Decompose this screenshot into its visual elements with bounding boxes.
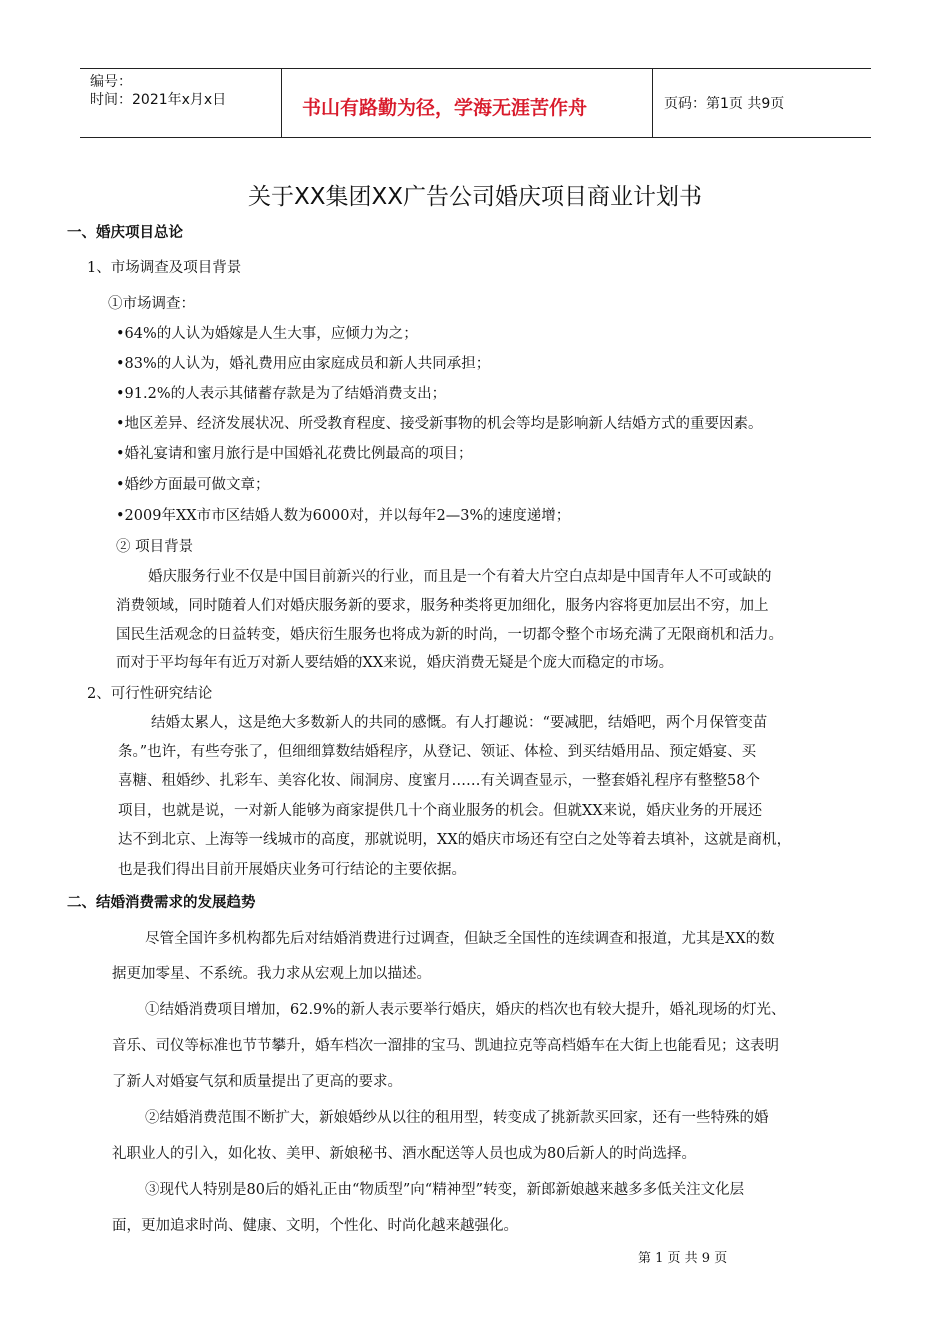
page-info: 页码：第1页 共9页 xyxy=(664,96,785,112)
survey-bullet: •地区差异、经济发展状况、所受教育程度、接受新事物的机会等均是影响新人结婚方式的重要因素。 xyxy=(116,416,763,432)
background-line: 婚庆服务行业不仅是中国目前新兴的行业，而且是一个有着大片空白点却是中国青年人不可或缺的 xyxy=(148,569,772,585)
trend-line: 面，更加追求时尚、健康、文明，个性化、时尚化越来越强化。 xyxy=(112,1218,518,1234)
trend-line: 据更加零星、不系统。我力求从宏观上加以描述。 xyxy=(112,966,431,982)
feasibility-line: 条。”也许，有些夸张了，但细细算数结婚程序，从登记、领证、体检、到买结婚用品、预定婚宴、买 xyxy=(118,744,757,760)
trend-line: 尽管全国许多机构都先后对结婚消费进行过调查，但缺乏全国性的连续调查和报道，尤其是XX的数 xyxy=(145,931,775,947)
survey-bullet: •64%的人认为婚嫁是人生大事，应倾力为之； xyxy=(116,326,418,342)
document-header xyxy=(80,68,871,138)
survey-bullet: •83%的人认为，婚礼费用应由家庭成员和新人共同承担； xyxy=(116,356,491,372)
header-motto-cell xyxy=(281,69,653,137)
feasibility-line: 结婚太累人，这是绝大多数新人的共同的感慨。有人打趣说：“要减肥，结婚吧，两个月保管变苗 xyxy=(151,715,768,731)
feasibility-line: 也是我们得出目前开展婚庆业务可行结论的主要依据。 xyxy=(118,862,466,878)
background-line: 国民生活观念的日益转变，婚庆衍生服务也将成为新的时尚，一切都令整个市场充满了无限商机和活力。 xyxy=(116,627,783,643)
background-label: ② 项目背景 xyxy=(116,539,194,555)
survey-bullet: •婚礼宴请和蜜月旅行是中国婚礼花费比例最高的项目； xyxy=(116,446,473,462)
survey-bullet: •2009年XX市市区结婚人数为6000对，并以每年2—3%的速度递增； xyxy=(116,508,571,524)
background-line: 消费领域，同时随着人们对婚庆服务新的要求，服务种类将更加细化，服务内容将更加层出不穷，加上 xyxy=(116,598,769,614)
section1-heading: 一、婚庆项目总论 xyxy=(67,225,183,241)
document-title: 关于XX集团XX广告公司婚庆项目商业计划书 xyxy=(247,184,703,210)
trend-line: 音乐、司仪等标准也节节攀升，婚车档次一溜排的宝马、凯迪拉克等高档婚车在大街上也能看见；这表明 xyxy=(112,1038,779,1054)
feasibility-line: 达不到北京、上海等一线城市的高度，那就说明，XX的婚庆市场还有空白之处等着去填补，这就是商机， xyxy=(118,832,792,848)
trend-line: ③现代人特别是80后的婚礼正由“物质型”向“精神型”转变，新郎新娘越来越多多低关注文化层 xyxy=(145,1182,745,1198)
subsection-feasibility-heading: 2、可行性研究结论 xyxy=(87,686,213,702)
survey-bullet: •91.2%的人表示其储蓄存款是为了结婚消费支出； xyxy=(116,386,447,402)
number-label: 编号： xyxy=(90,74,132,90)
motto-text: 书山有路勤为径，学海无涯苦作舟 xyxy=(302,97,588,119)
trend-line: 礼职业人的引入，如化妆、美甲、新娘秘书、酒水配送等人员也成为80后新人的时尚选择。 xyxy=(112,1146,696,1162)
header-meta-cell xyxy=(80,69,280,137)
date-label: 时间：2021年x月x日 xyxy=(90,92,227,108)
background-line: 而对于平均每年有近万对新人要结婚的XX来说，婚庆消费无疑是个庞大而稳定的市场。 xyxy=(116,655,674,671)
feasibility-line: 项目，也就是说，一对新人能够为商家提供几十个商业服务的机会。但就XX来说，婚庆业务的开展还 xyxy=(118,803,763,819)
section2-heading: 二、结婚消费需求的发展趋势 xyxy=(67,895,256,911)
trend-line: ①结婚消费项目增加，62.9%的新人表示要举行婚庆，婚庆的档次也有较大提升，婚礼现场的灯光、 xyxy=(145,1002,786,1018)
survey-bullet: •婚纱方面最可做文章； xyxy=(116,477,270,493)
trend-line: 了新人对婚宴气氛和质量提出了更高的要求。 xyxy=(112,1074,402,1090)
feasibility-line: 喜糖、租婚纱、扎彩车、美容化妆、闹洞房、度蜜月……有关调查显示，一整套婚礼程序有整整58个 xyxy=(118,773,760,789)
survey-label: ①市场调查： xyxy=(108,296,195,312)
subsection-market-heading: 1、市场调查及项目背景 xyxy=(87,260,242,276)
trend-line: ②结婚消费范围不断扩大，新娘婚纱从以往的租用型，转变成了挑新款买回家，还有一些特殊的婚 xyxy=(145,1110,769,1126)
page-footer: 第 1 页 共 9 页 xyxy=(638,1251,728,1266)
